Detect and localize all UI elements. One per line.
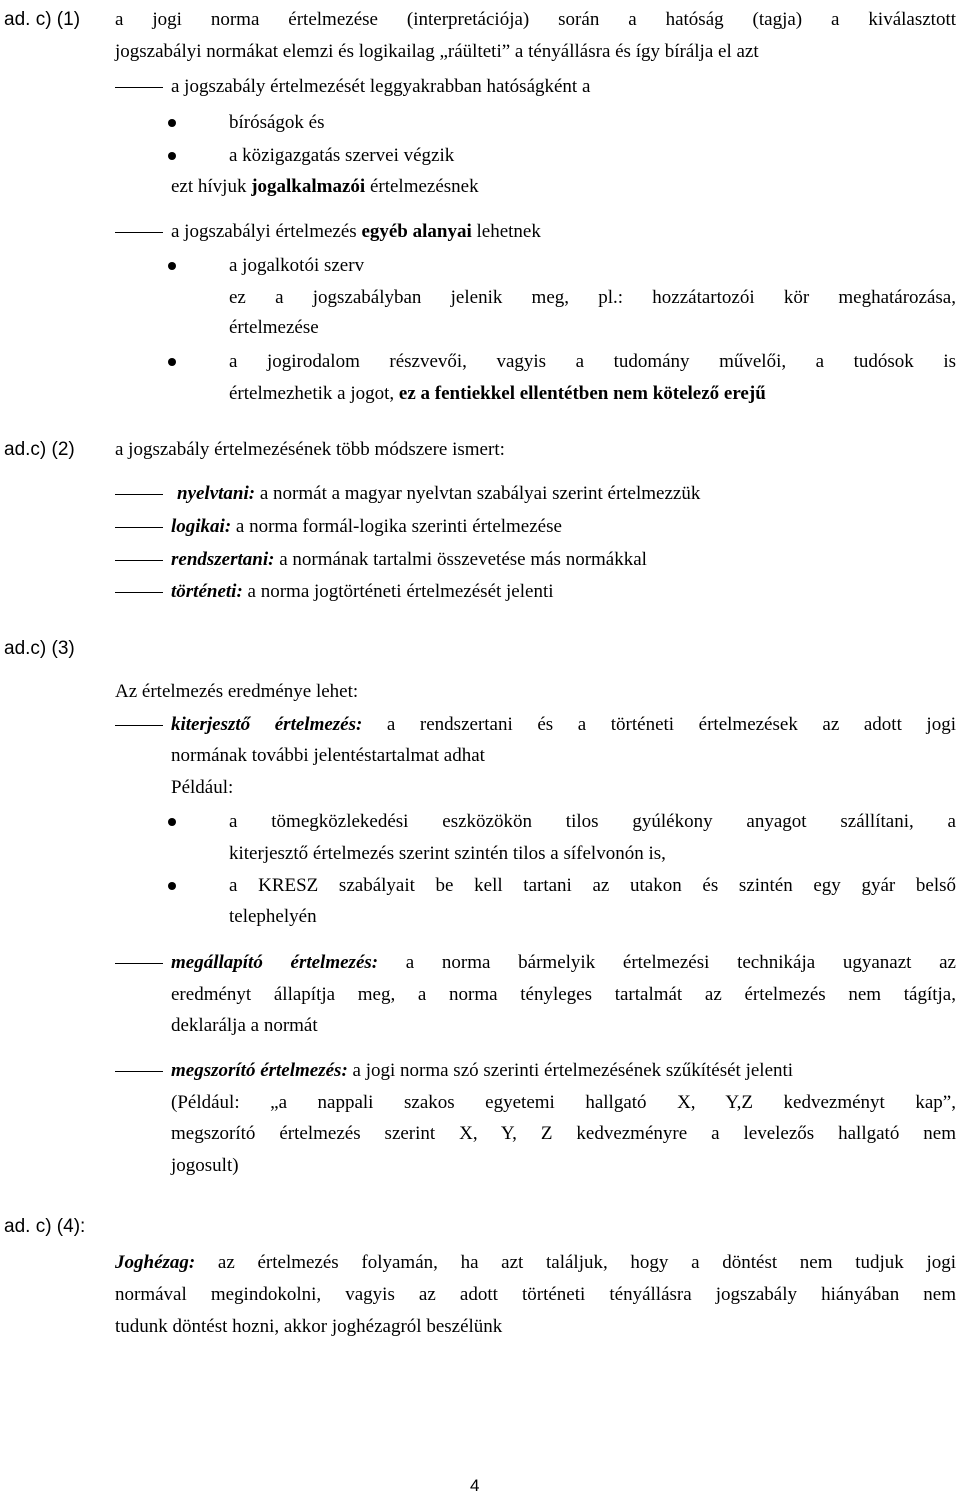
s3-ex1-line2: kiterjesztő értelmezés szerint szintén tilos a sífelvonón is, [229, 843, 666, 864]
s1-intro-line1: a jogi norma értelmezése (interpretációja) során a hatóság (tagja) a kiválasztott [115, 9, 956, 30]
section-label-c2: ad.c) (2) [4, 439, 75, 460]
s1-dash2-post: lehetnek [471, 221, 541, 242]
s1-call-pre: ezt hívjuk [171, 176, 252, 197]
s3-m-line3: deklarálja a normát [171, 1015, 318, 1036]
s2-item-nyelvtani [177, 482, 700, 506]
s1-call-post: értelmezésnek [365, 176, 479, 197]
s2-item-torteneti [171, 580, 554, 604]
s2-intro: a jogszabály értelmezésének több módszere ismert: [115, 439, 505, 460]
s3-k-line1 [171, 713, 956, 737]
s4-line3: tudunk döntést hozni, akkor joghézagról beszélünk [115, 1316, 503, 1337]
page-number: 4 [470, 1476, 480, 1495]
s3-m-line1 [171, 951, 956, 975]
s1-call-line [171, 175, 479, 199]
s1-dash2-line [171, 220, 541, 244]
dash-marker [115, 527, 163, 528]
dash-marker [115, 725, 163, 726]
s2-term: logikai: [171, 516, 232, 537]
section-label-c3: ad.c) (3) [4, 638, 75, 659]
s3-ex2-line1: a KRESZ szabályait be kell tartani az utakon és szintén egy gyár belső [229, 875, 956, 896]
s3-s-text: a jogi norma szó szerinti értelmezésének szűkítését jelenti [347, 1060, 794, 1081]
s3-example-label: Például: [171, 777, 234, 798]
s3-s-line2: (Például: „a nappali szakos egyetemi hallgató X, Y,Z kedvezményt kap”, [171, 1092, 956, 1113]
s2-text: a normát a magyar nyelvtan szabályai szerint értelmezzük [255, 483, 701, 504]
dash-marker [115, 494, 163, 495]
s2-text: a normának tartalmi összevetése más normákkal [274, 549, 647, 570]
bullet-dot [168, 152, 176, 160]
s3-m-line2: eredményt állapítja meg, a norma tényleges tartalmát az értelmezés nem tágítja, [171, 984, 956, 1005]
s1-dash2-bold: egyéb alanyai [361, 221, 472, 242]
bullet-dot [168, 818, 176, 826]
s1-bullet2: a közigazgatás szervei végzik [229, 145, 455, 166]
s3-k-term: kiterjesztő értelmezés: [171, 714, 363, 735]
s2-item-rendszertani [171, 548, 647, 572]
s3-k-line2: normának további jelentéstartalmat adhat [171, 745, 485, 766]
s1-bullet3-line3: értelmezése [229, 317, 319, 338]
s3-s-term: megszorító értelmezés: [171, 1060, 348, 1081]
s3-intro: Az értelmezés eredménye lehet: [115, 681, 359, 702]
s3-k-text: a rendszertani és a történeti értelmezések az adott jogi [362, 714, 956, 735]
s1-bullet1: bíróságok és [229, 112, 325, 133]
dash-marker [115, 963, 163, 964]
s4-term: Joghézag: [115, 1252, 196, 1273]
bullet-dot [168, 119, 176, 127]
s1-bullet4-line1: a jogirodalom részvevői, vagyis a tudomány művelői, a tudósok is [229, 351, 956, 372]
s4-text: az értelmezés folyamán, ha azt találjuk, hogy a döntést nem tudjuk jogi [195, 1252, 956, 1273]
s3-s-line1 [171, 1059, 793, 1083]
s2-term: rendszertani: [171, 549, 275, 570]
dash-marker [115, 232, 163, 233]
section-label-c4: ad. c) (4): [4, 1216, 86, 1237]
dash-marker [115, 87, 163, 88]
bullet-dot [168, 262, 176, 270]
s3-s-line3: megszorító értelmezés szerint X, Y, Z kedvezményre a levelezős hallgató nem [171, 1123, 956, 1144]
s1-dash2-pre: a jogszabályi értelmezés [171, 221, 362, 242]
s1-intro-line2: jogszabályi normákat elemzi és logikailag „ráülteti” a tényállásra és így bírálja el azt [115, 41, 759, 62]
s4-line2: normával megindokolni, vagyis az adott történeti tényállásra jogszabály hiányában nem [115, 1284, 956, 1305]
s3-s-line4: jogosult) [171, 1155, 239, 1176]
dash-marker [115, 592, 163, 593]
s1-bullet4-line2-bold: ez a fentiekkel ellentétben nem kötelező erejű [398, 383, 766, 404]
s3-ex1-line1: a tömegközlekedési eszközökön tilos gyúlékony anyagot szállítani, a [229, 811, 956, 832]
s3-ex2-line2: telephelyén [229, 906, 317, 927]
dash-marker [115, 1071, 163, 1072]
s4-line1 [115, 1251, 956, 1275]
s1-bullet4-line2-pre: értelmezhetik a jogot, [229, 383, 399, 404]
section-label-c1: ad. c) (1) [4, 9, 81, 30]
dash-marker [115, 560, 163, 561]
bullet-dot [168, 882, 176, 890]
s1-bullet3: a jogalkotói szerv [229, 255, 365, 276]
s1-bullet4-line2 [229, 382, 766, 406]
s2-term: történeti: [171, 581, 243, 602]
s1-bullet3-line2: ez a jogszabályban jelenik meg, pl.: hozzátartozói kör meghatározása, [229, 287, 956, 308]
s3-m-term: megállapító értelmezés: [171, 952, 379, 973]
s2-item-logikai [171, 515, 562, 539]
s2-term: nyelvtani: [177, 483, 256, 504]
s3-m-text: a norma bármelyik értelmezési technikája ugyanazt az [378, 952, 956, 973]
s2-text: a norma jogtörténeti értelmezését jelenti [242, 581, 554, 602]
s1-dash1: a jogszabály értelmezését leggyakrabban hatóságként a [171, 76, 591, 97]
s2-text: a norma formál-logika szerinti értelmezése [231, 516, 562, 537]
bullet-dot [168, 358, 176, 366]
s1-call-bold: jogalkalmazói [251, 176, 366, 197]
